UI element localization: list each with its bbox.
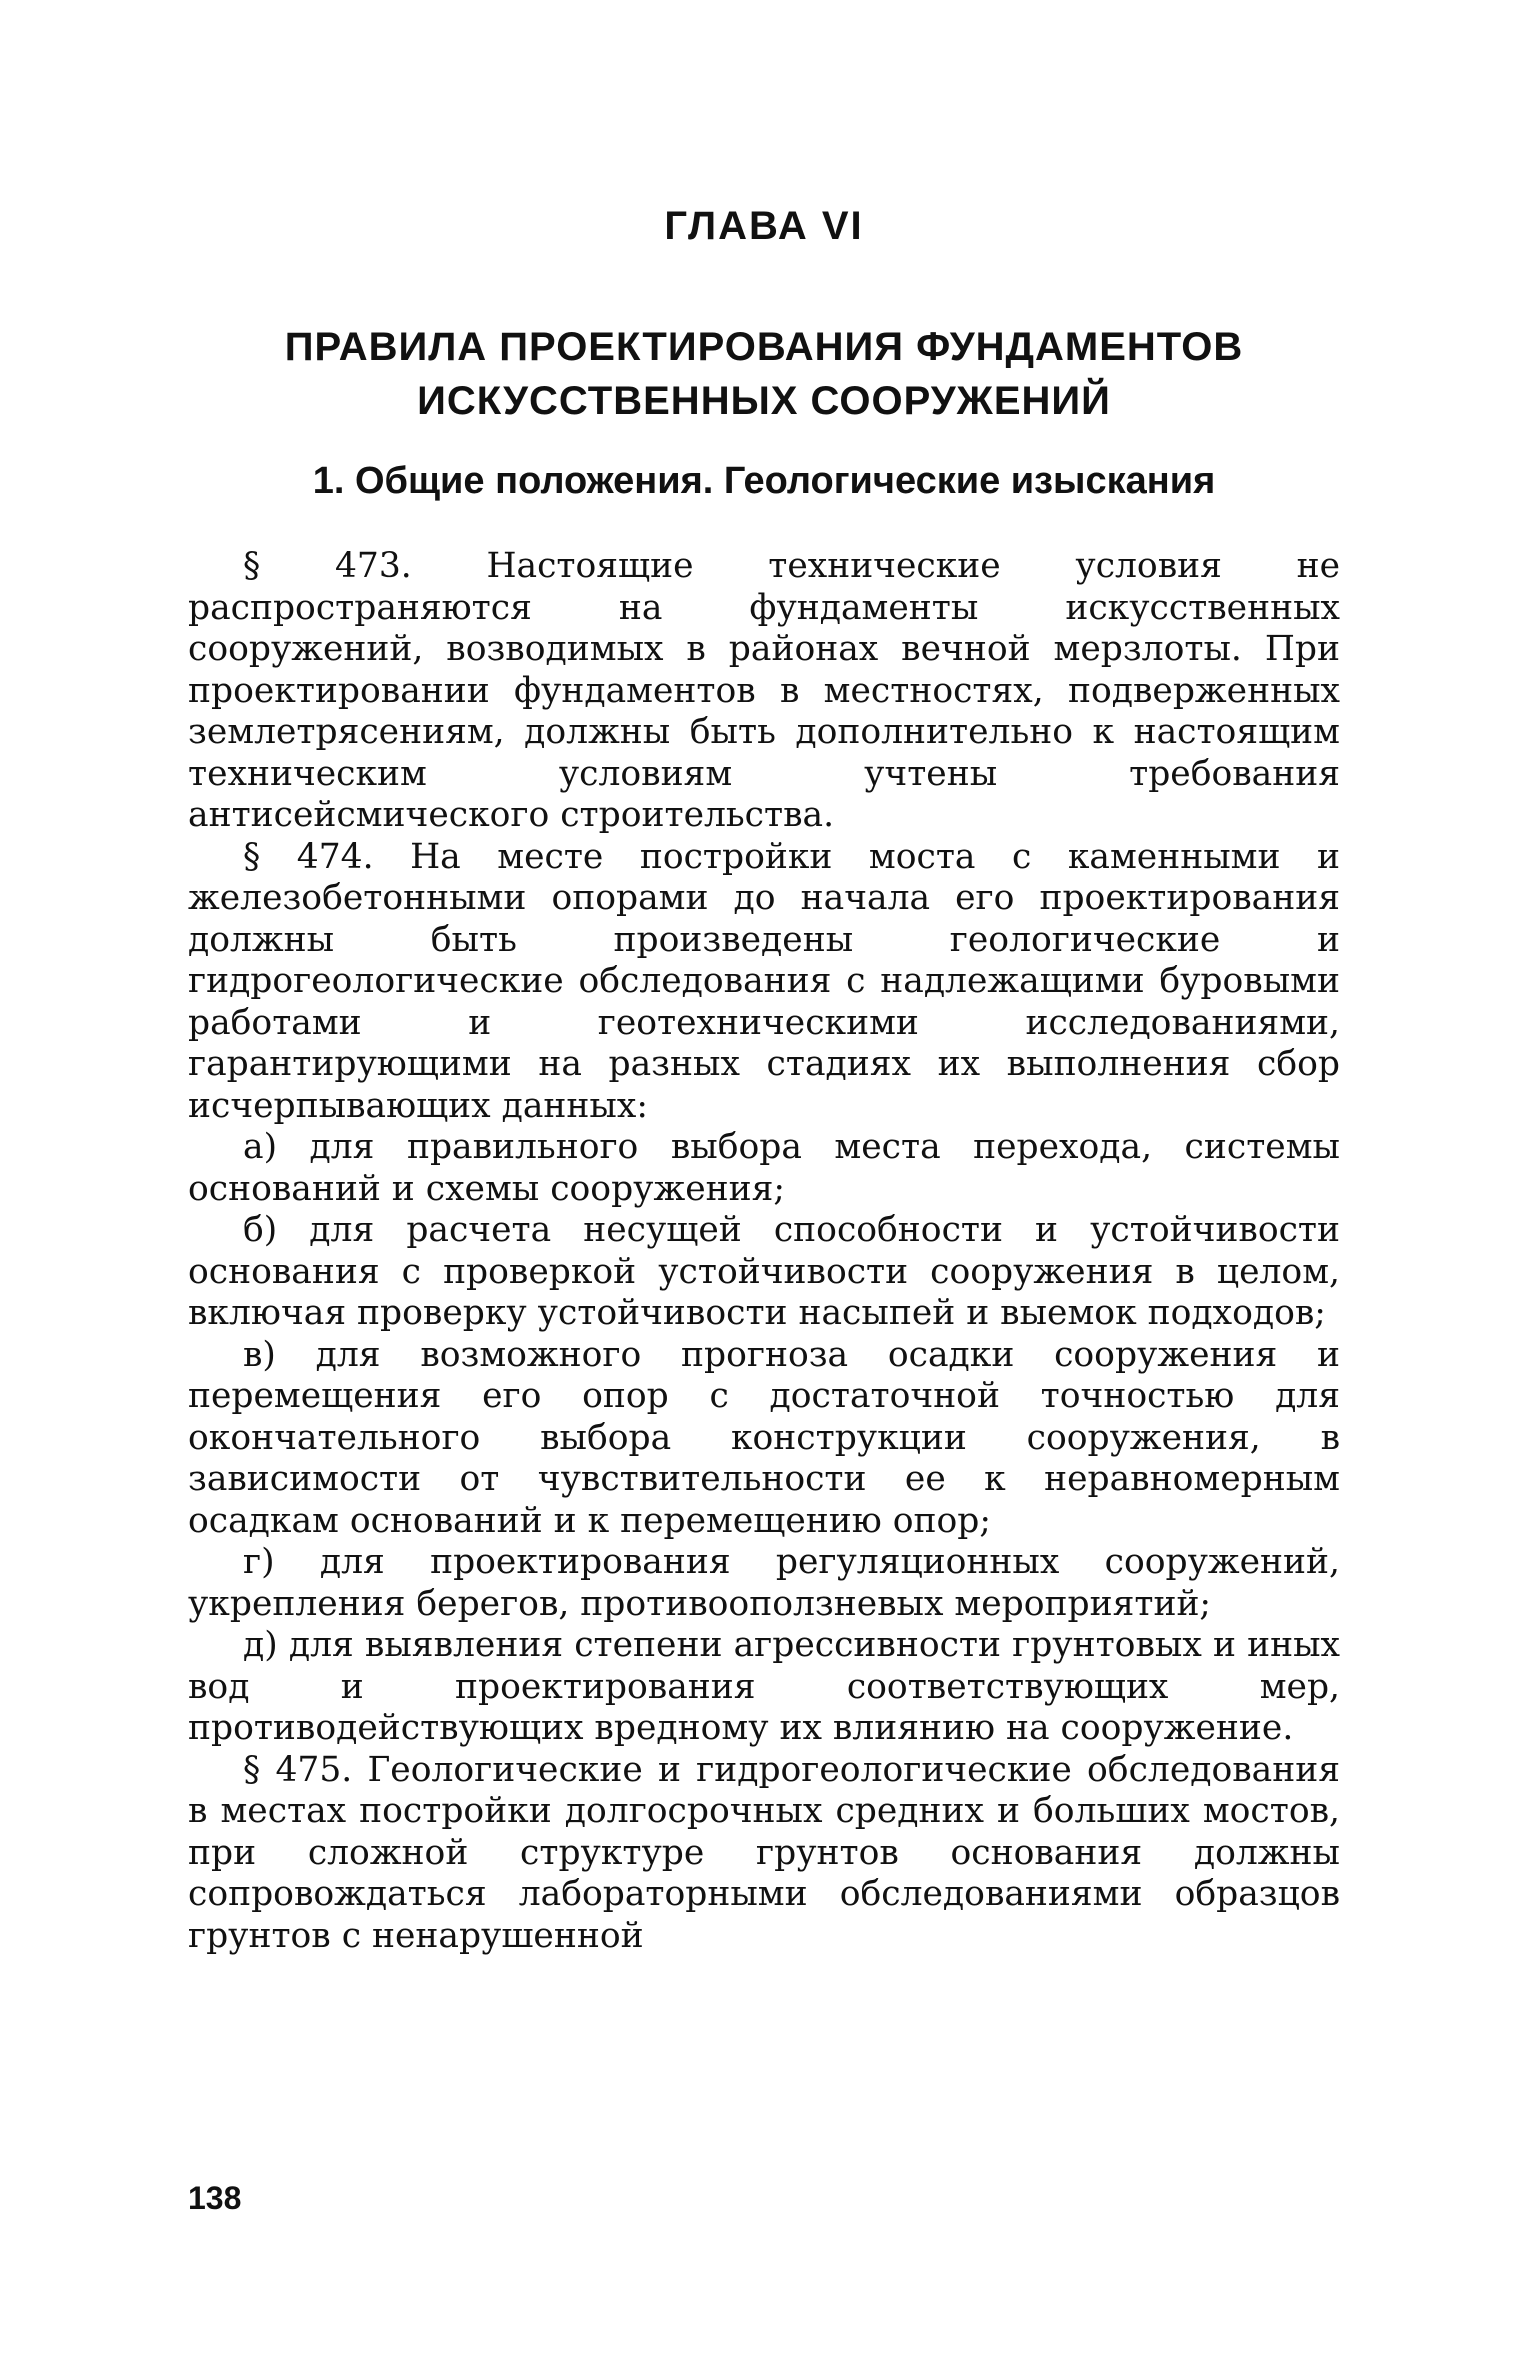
chapter-heading: ГЛАВА VI bbox=[664, 204, 864, 248]
list-item-d: д) для выявления степени агрессивности грунтовых и иных вод и проектирования соответствующих мер, противодействующих вредному их влиянию на сооружение. bbox=[188, 1625, 1340, 1748]
list-item-g: г) для проектирования регуляционных сооружений, укрепления берегов, противооползневых мероприятий; bbox=[188, 1542, 1340, 1624]
book-page bbox=[188, 0, 1340, 2362]
chapter-title-line-1: ПРАВИЛА ПРОЕКТИРОВАНИЯ ФУНДАМЕНТОВ bbox=[284, 325, 1244, 369]
chapter-title bbox=[188, 320, 1340, 428]
list-item-v: в) для возможного прогноза осадки сооружения и перемещения его опор с достаточной точностью для окончательного выбора конструкции сооружения, в зависимости от чувствительности ее к неравномерным осадкам оснований и к перемещению опор; bbox=[188, 1334, 1340, 1541]
paragraph-475: § 475. Геологические и гидрогеологические обследования в местах постройки долгосрочных средних и больших мостов, при сложной структуре грунтов основания должны сопровождаться лабораторными обследованиями образцов грунтов с ненарушенной bbox=[188, 1749, 1340, 1956]
body-text bbox=[188, 546, 1340, 1957]
section-heading: 1. Общие положения. Геологические изыскания bbox=[312, 460, 1216, 502]
list-item-b: б) для расчета несущей способности и устойчивости основания с проверкой устойчивости сооружения в целом, включая проверку устойчивости насыпей и выемок подходов; bbox=[188, 1210, 1340, 1333]
page-number: 138 bbox=[188, 2180, 242, 2216]
paragraph-473: § 473. Настоящие технические условия не распространяются на фундаменты искусственных сооружений, возводимых в районах вечной мерзлоты. При проектировании фундаментов в местностях, подверженных землетрясениям, должны быть дополнительно к настоящим техническим условиям учтены требования антисейсмического строительства. bbox=[188, 546, 1340, 835]
chapter-title-line-2: ИСКУССТВЕННЫХ СООРУЖЕНИЙ bbox=[417, 379, 1111, 423]
list-item-a: а) для правильного выбора места перехода, системы оснований и схемы сооружения; bbox=[188, 1127, 1340, 1209]
paragraph-474: § 474. На месте постройки моста с каменными и железобетонными опорами до начала его проектирования должны быть произведены геологические и гидрогеологические обследования с надлежащими буровыми работами и геотехническими исследованиями, гарантирующими на разных стадиях их выполнения сбор исчерпывающих данных: bbox=[188, 836, 1340, 1126]
